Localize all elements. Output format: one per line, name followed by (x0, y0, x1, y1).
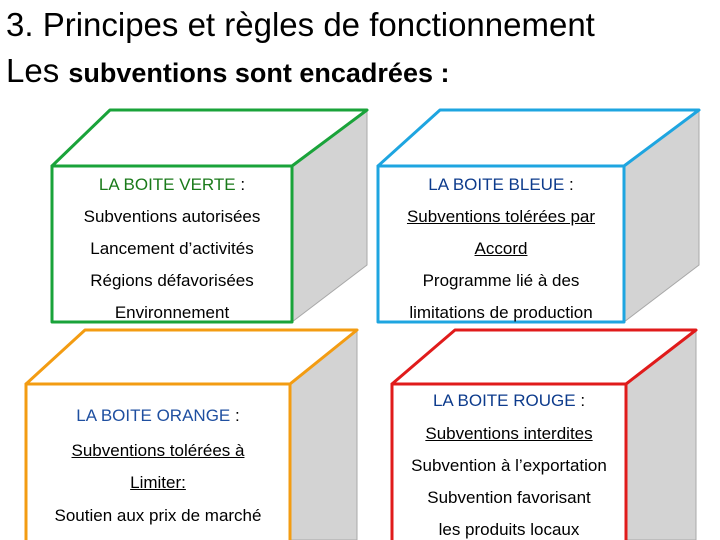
blue-box-label: LA BOITE BLEUE (428, 175, 565, 194)
blue-box-line-4: limitations de production (409, 303, 593, 322)
green-box-label: LA BOITE VERTE (98, 175, 236, 194)
blue-box-line-2: Accord (474, 239, 528, 258)
green-box-line-3: Régions défavorisées (90, 271, 254, 290)
title-prefix: Les (6, 52, 69, 89)
blue-box-line-3: Programme lié à des (422, 271, 580, 290)
slide-title-line-1: 3. Principes et règles de fonctionnement (6, 6, 595, 43)
green-box-line-2: Lancement d’activités (90, 239, 254, 258)
green-box-heading (52, 175, 292, 195)
green-box-colon: : (235, 175, 246, 194)
green-box-text (52, 166, 292, 322)
green-box-line-4: Environnement (114, 303, 230, 322)
red-box-colon: : (575, 391, 586, 410)
red-box-line-1: Subventions interdites (425, 424, 593, 443)
orange-box-text (26, 384, 290, 540)
red-box-heading (392, 391, 626, 411)
red-box-line-3: Subvention favorisant (427, 488, 591, 507)
orange-box-heading (26, 406, 290, 426)
red-box-line-4: les produits locaux (438, 520, 580, 539)
blue-box-line-1: Subventions tolérées par (406, 207, 596, 226)
blue-box-colon: : (564, 175, 574, 194)
red-box-text (392, 384, 626, 540)
orange-box-label: LA BOITE ORANGE (76, 406, 231, 425)
blue-box-heading (378, 175, 624, 195)
blue-box-text (378, 166, 624, 322)
orange-box-line-1: Subventions tolérées à (71, 441, 245, 460)
title-bold-text: subventions sont encadrées : (68, 58, 450, 88)
orange-box-line-3: Soutien aux prix de marché (54, 506, 262, 525)
orange-box-colon: : (230, 406, 240, 425)
red-box-line-2: Subvention à l’exportation (411, 456, 607, 475)
green-box-line-1: Subventions autorisées (83, 207, 261, 226)
orange-box-line-2: Limiter: (130, 473, 186, 492)
red-box-label: LA BOITE ROUGE (432, 391, 576, 410)
